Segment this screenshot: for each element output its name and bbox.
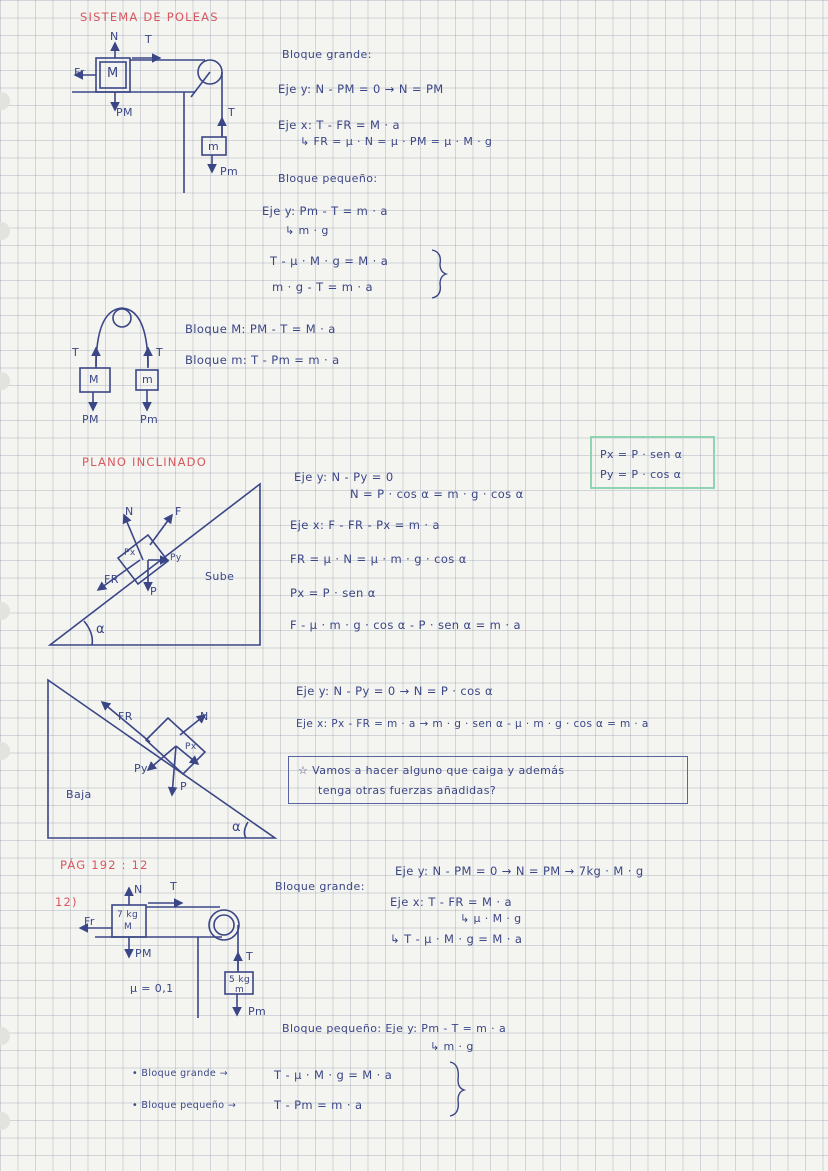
system-eq-1: T - μ · M · g = M · a xyxy=(270,254,389,268)
label-ex-Fr: Fr xyxy=(84,915,95,928)
eq-down-y: Eje y: N - Py = 0 → N = P · cos α xyxy=(296,684,493,698)
ex-system-eq-2: T - Pm = m · a xyxy=(274,1098,363,1112)
block-small-title: Bloque pequeño: xyxy=(278,172,378,185)
ex-eq-y: Eje y: N - PM = 0 → N = PM → 7kg · M · g xyxy=(395,864,644,878)
question-line-2: tenga otras fuerzas añadidas? xyxy=(318,784,497,797)
block-large-title: Bloque grande: xyxy=(282,48,372,61)
label-weight-large: PM xyxy=(116,106,133,119)
label-incline-Px: Px xyxy=(124,548,136,558)
section-heading-plano: PLANO INCLINADO xyxy=(82,455,207,469)
ex-eq-x: Eje x: T - FR = M · a xyxy=(390,895,512,909)
ex-block-large-title: Bloque grande: xyxy=(275,880,365,893)
ex-small-eq-sub: ↳ m · g xyxy=(430,1040,474,1053)
label-tension-2: T xyxy=(228,106,236,119)
label-ex-m: m xyxy=(235,985,245,995)
label-ex-M: M xyxy=(124,922,133,932)
ex-system-label-2: • Bloque pequeño → xyxy=(132,1100,237,1111)
label-weight-small: Pm xyxy=(220,165,239,178)
eq-up-px: Px = P · sen α xyxy=(290,586,376,600)
label-tension: T xyxy=(145,33,153,46)
exercise-number: 12) xyxy=(55,895,78,909)
ex-system-eq-1: T - μ · M · g = M · a xyxy=(274,1068,393,1082)
label-incline-Py: Py xyxy=(170,553,182,563)
label-down-Px: Px xyxy=(185,742,197,752)
label-sube: Sube xyxy=(205,570,235,583)
label-ex-T2: T xyxy=(246,950,254,963)
ex-small-eq: Bloque pequeño: Eje y: Pm - T = m · a xyxy=(282,1022,507,1035)
label-ex-T: T xyxy=(170,880,178,893)
label-PM-2: PM xyxy=(82,413,99,426)
label-friction: Fr xyxy=(74,66,85,79)
py-formula: Py = P · cos α xyxy=(600,468,682,481)
label-ex-mu: μ = 0,1 xyxy=(130,982,174,995)
eq-up-final: F - μ · m · g · cos α - P · sen α = m · a xyxy=(290,618,521,632)
label-ex-PM: PM xyxy=(135,947,152,960)
question-line-1: ☆ Vamos a hacer alguno que caiga y además xyxy=(298,764,565,777)
ex-system-label-1: • Bloque grande → xyxy=(132,1068,228,1079)
label-ex-5kg: 5 kg xyxy=(229,975,251,985)
eq-up-fr: FR = μ · N = μ · m · g · cos α xyxy=(290,552,467,566)
label-ex-N: N xyxy=(134,883,143,896)
ex-eq-x-final: ↳ T - μ · M · g = M · a xyxy=(390,932,523,946)
eq-up-y1: Eje y: N - Py = 0 xyxy=(294,470,394,484)
label-mass-small: m xyxy=(208,140,220,153)
label-incline-FR: FR xyxy=(104,573,119,586)
label-baja: Baja xyxy=(66,788,92,801)
label-ex-7kg: 7 kg xyxy=(117,910,139,920)
label-down-N: N xyxy=(200,710,209,723)
label-m-2: m xyxy=(142,373,154,386)
label-down-P: P xyxy=(180,780,188,793)
label-incline-P: P xyxy=(150,585,158,598)
label-M-2: M xyxy=(89,373,99,386)
label-T-right: T xyxy=(156,346,164,359)
label-Pm-2: Pm xyxy=(140,413,159,426)
page-reference: PÁG 192 : 12 xyxy=(60,858,149,872)
label-T-left: T xyxy=(72,346,80,359)
label-mass-large: M xyxy=(107,66,119,81)
eq-large-x: Eje x: T - FR = M · a xyxy=(278,118,400,132)
eq-large-x-sub: ↳ FR = μ · N = μ · PM = μ · M · g xyxy=(300,135,493,148)
eq-down-x: Eje x: Px - FR = m · a → m · g · sen α - μ · m · g · cos α = m · a xyxy=(296,718,649,730)
ex-eq-x-sub: ↳ μ · M · g xyxy=(460,912,522,925)
label-incline-N: N xyxy=(125,505,134,518)
px-formula: Px = P · sen α xyxy=(600,448,683,461)
system-eq-2: m · g - T = m · a xyxy=(272,280,373,294)
label-incline-alpha: α xyxy=(96,622,105,637)
eq-small-y-sub: ↳ m · g xyxy=(285,224,329,237)
label-ex-Pm: Pm xyxy=(248,1005,267,1018)
label-incline-F: F xyxy=(175,505,182,518)
eq-large-y: Eje y: N - PM = 0 → N = PM xyxy=(278,82,444,96)
label-normal: N xyxy=(110,30,119,43)
eq-up-x1: Eje x: F - FR - Px = m · a xyxy=(290,518,440,532)
label-down-alpha: α xyxy=(232,820,241,835)
eq-block-M: Bloque M: PM - T = M · a xyxy=(185,322,336,336)
label-down-FR: FR xyxy=(118,710,133,723)
eq-block-m: Bloque m: T - Pm = m · a xyxy=(185,353,340,367)
eq-small-y: Eje y: Pm - T = m · a xyxy=(262,204,388,218)
section-heading-poleas: SISTEMA DE POLEAS xyxy=(80,10,219,24)
eq-up-y2: N = P · cos α = m · g · cos α xyxy=(350,487,524,501)
label-down-Py: Py xyxy=(134,762,148,775)
